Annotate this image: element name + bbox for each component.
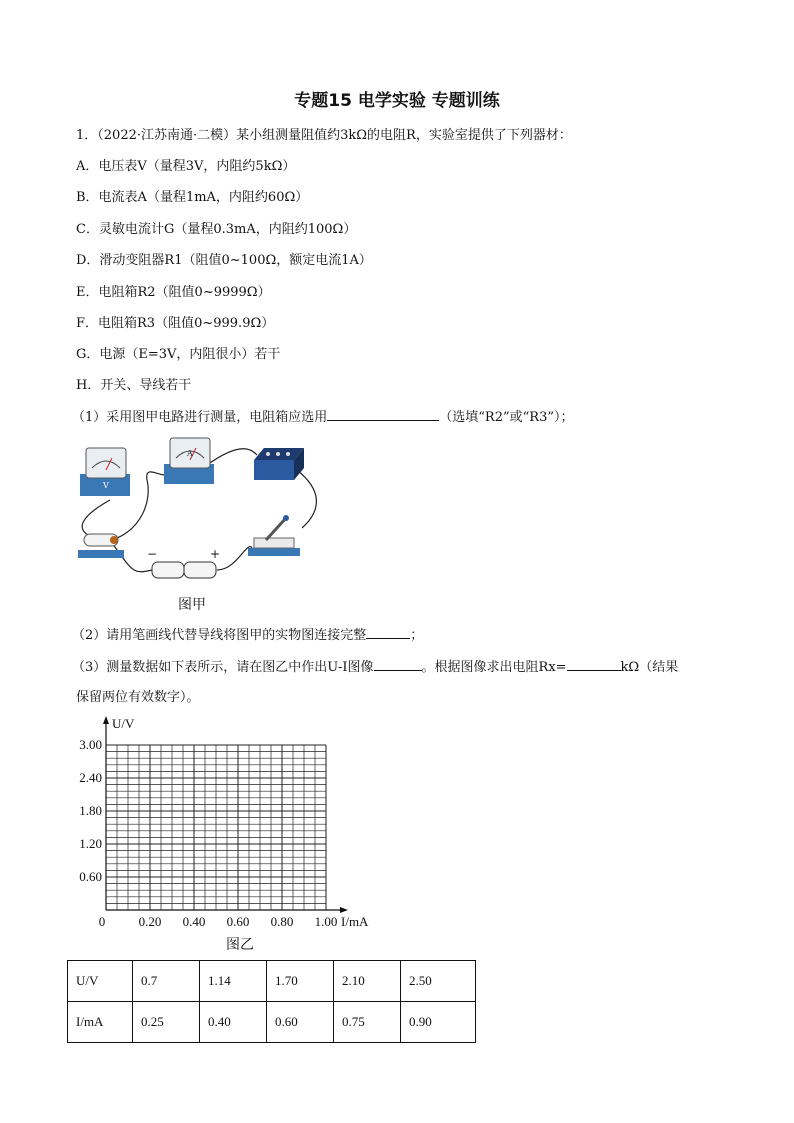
ammeter — [164, 438, 214, 484]
sub3-text-a: （3）测量数据如下表所示，请在图乙中作出U-I图像 — [72, 660, 374, 675]
y-tick-label: 2.40 — [79, 770, 102, 785]
origin-label: 0 — [98, 914, 106, 929]
table-cell: 0.7 — [133, 961, 200, 1002]
sub2-end: ； — [410, 628, 424, 643]
sub3-text-c: kΩ（结果 — [620, 660, 679, 675]
y-tick-label: 1.80 — [79, 803, 102, 818]
battery-minus-sign: − — [147, 547, 158, 561]
table-row — [68, 961, 476, 1002]
answer-blank-2[interactable] — [366, 626, 410, 639]
option-g: G．电源（E=3V，内阻很小）若干 — [76, 347, 281, 362]
table-cell: 2.10 — [334, 961, 401, 1002]
figure-jia-caption: 图甲 — [178, 597, 206, 613]
y-tick-label: 3.00 — [79, 737, 102, 752]
option-b: B．电流表A（量程1mA，内阻约60Ω） — [76, 190, 309, 205]
sub1-text-a: （1）采用图甲电路进行测量，电阻箱应选用 — [72, 410, 328, 425]
y-tick-label: 0.60 — [79, 869, 102, 884]
option-c: C．灵敏电流计G（量程0.3mA，内阻约100Ω） — [76, 222, 357, 237]
sub3-line-2: 保留两位有效数字）。 — [76, 690, 200, 705]
y-tick-label: 1.20 — [79, 836, 102, 851]
answer-blank-3[interactable] — [374, 658, 422, 671]
table-row — [68, 1002, 476, 1043]
table-cell: 2.50 — [401, 961, 476, 1002]
resistance-box — [254, 448, 304, 480]
data-table — [67, 960, 476, 1043]
sub-question-3 — [72, 656, 678, 675]
sub1-text-b: （选填“R2”或“R3”）； — [439, 410, 574, 425]
x-tick-label: 0.60 — [226, 914, 250, 929]
x-tick-label: 0.20 — [138, 914, 162, 929]
table-cell: 1.70 — [267, 961, 334, 1002]
voltmeter-label: V — [103, 481, 109, 490]
page-title: 专题15 电学实验 专题训练 — [294, 91, 500, 111]
table-cell: 0.40 — [200, 1002, 267, 1043]
table-cell: 0.25 — [133, 1002, 200, 1043]
option-h: H．开关、导线若干 — [76, 378, 192, 393]
question-stem: 1．（2022·江苏南通·二模）某小组测量阻值约3kΩ的电阻R，实验室提供了下列器材： — [76, 128, 572, 143]
option-a: A．电压表V（量程3V，内阻约5kΩ） — [76, 159, 296, 174]
rheostat — [78, 534, 124, 558]
switch — [248, 515, 300, 556]
x-axis-arrow — [340, 907, 348, 913]
option-f: F．电阻箱R3（阻值0~999.9Ω） — [76, 316, 275, 331]
battery — [147, 547, 220, 578]
y-axis-arrow — [103, 716, 109, 724]
table-cell: I/mA — [68, 1002, 133, 1043]
sub2-text: （2）请用笔画线代替导线将图甲的实物图连接完整 — [72, 628, 367, 643]
voltmeter — [80, 448, 130, 496]
sub-question-1 — [72, 406, 573, 425]
table-cell: 0.90 — [401, 1002, 476, 1043]
option-e: E．电阻箱R2（阻值0~9999Ω） — [76, 285, 271, 300]
answer-blank-1[interactable] — [327, 408, 439, 421]
ui-graph-figure-yi — [70, 712, 390, 937]
figure-yi-caption: 图乙 — [226, 937, 254, 953]
circuit-figure-jia — [72, 430, 332, 590]
table-cell: 1.14 — [200, 961, 267, 1002]
x-tick-label: 0.40 — [182, 914, 206, 929]
table-cell: U/V — [68, 961, 133, 1002]
option-d: D．滑动变阻器R1（阻值0~100Ω，额定电流1A） — [76, 253, 372, 268]
table-cell: 0.60 — [267, 1002, 334, 1043]
x-axis-label: I/mA — [341, 914, 369, 929]
answer-blank-4[interactable] — [567, 658, 621, 671]
x-tick-label: 1.00 — [314, 914, 338, 929]
ammeter-label: A — [187, 449, 193, 458]
table-cell: 0.75 — [334, 1002, 401, 1043]
y-axis-label: U/V — [112, 716, 135, 731]
x-tick-label: 0.80 — [270, 914, 294, 929]
sub3-text-b: 。根据图像求出电阻Rx= — [421, 660, 567, 675]
battery-plus-sign: + — [210, 547, 221, 561]
sub-question-2 — [72, 624, 423, 643]
